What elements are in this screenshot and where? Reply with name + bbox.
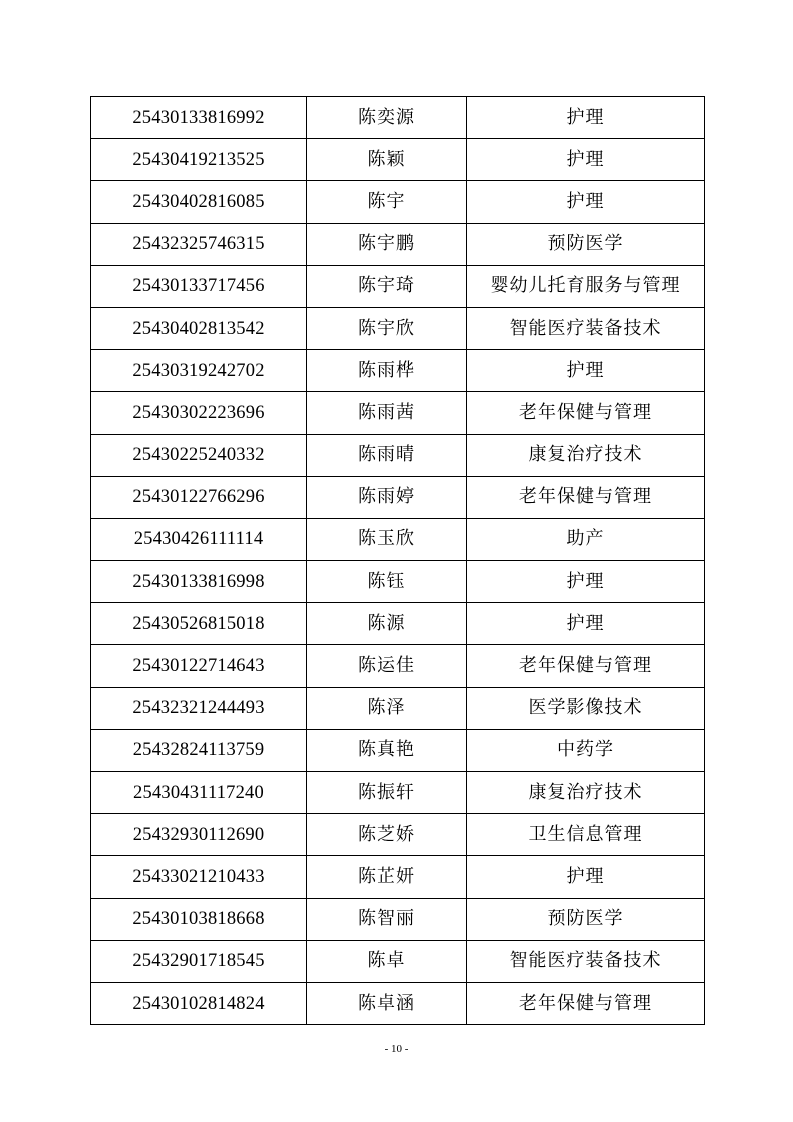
table-row	[91, 814, 705, 856]
roster-table-body	[91, 97, 705, 1025]
exam-number-cell: 25432930112690	[91, 814, 307, 856]
student-name-cell: 陈振轩	[307, 772, 467, 814]
exam-number-cell: 25432824113759	[91, 729, 307, 771]
exam-number-cell: 25430133717456	[91, 265, 307, 307]
major-cell: 预防医学	[467, 223, 705, 265]
student-name-cell: 陈雨婷	[307, 476, 467, 518]
exam-number-cell: 25430225240332	[91, 434, 307, 476]
major-cell: 护理	[467, 139, 705, 181]
student-name-cell: 陈雨晴	[307, 434, 467, 476]
major-cell: 医学影像技术	[467, 687, 705, 729]
major-cell: 助产	[467, 518, 705, 560]
major-cell: 老年保健与管理	[467, 476, 705, 518]
page-number: - 10 -	[384, 1043, 409, 1055]
exam-number-cell: 25430133816998	[91, 561, 307, 603]
table-row	[91, 729, 705, 771]
table-row	[91, 392, 705, 434]
exam-number-cell: 25432325746315	[91, 223, 307, 265]
student-name-cell: 陈颖	[307, 139, 467, 181]
exam-number-cell: 25430122714643	[91, 645, 307, 687]
student-name-cell: 陈玉欣	[307, 518, 467, 560]
exam-number-cell: 25433021210433	[91, 856, 307, 898]
exam-number-cell: 25430103818668	[91, 898, 307, 940]
exam-number-cell: 25430419213525	[91, 139, 307, 181]
student-name-cell: 陈卓	[307, 940, 467, 982]
table-row	[91, 476, 705, 518]
table-row	[91, 97, 705, 139]
student-name-cell: 陈泽	[307, 687, 467, 729]
major-cell: 老年保健与管理	[467, 982, 705, 1024]
exam-number-cell: 25430526815018	[91, 603, 307, 645]
exam-number-cell: 25430102814824	[91, 982, 307, 1024]
exam-number-cell: 25432901718545	[91, 940, 307, 982]
table-row	[91, 645, 705, 687]
major-cell: 婴幼儿托育服务与管理	[467, 265, 705, 307]
table-row	[91, 561, 705, 603]
exam-number-cell: 25430302223696	[91, 392, 307, 434]
student-name-cell: 陈源	[307, 603, 467, 645]
major-cell: 护理	[467, 97, 705, 139]
student-name-cell: 陈宇琦	[307, 265, 467, 307]
major-cell: 老年保健与管理	[467, 392, 705, 434]
major-cell: 护理	[467, 561, 705, 603]
table-row	[91, 603, 705, 645]
table-row	[91, 434, 705, 476]
major-cell: 预防医学	[467, 898, 705, 940]
student-name-cell: 陈芝娇	[307, 814, 467, 856]
table-row	[91, 898, 705, 940]
table-row	[91, 856, 705, 898]
student-name-cell: 陈奕源	[307, 97, 467, 139]
major-cell: 智能医疗装备技术	[467, 940, 705, 982]
student-name-cell: 陈芷妍	[307, 856, 467, 898]
exam-number-cell: 25430122766296	[91, 476, 307, 518]
table-row	[91, 223, 705, 265]
student-name-cell: 陈智丽	[307, 898, 467, 940]
table-row	[91, 265, 705, 307]
student-name-cell: 陈雨桦	[307, 350, 467, 392]
table-row	[91, 518, 705, 560]
major-cell: 护理	[467, 603, 705, 645]
major-cell: 老年保健与管理	[467, 645, 705, 687]
table-row	[91, 350, 705, 392]
exam-number-cell: 25432321244493	[91, 687, 307, 729]
student-name-cell: 陈宇欣	[307, 307, 467, 349]
major-cell: 康复治疗技术	[467, 772, 705, 814]
exam-number-cell: 25430426111114	[91, 518, 307, 560]
table-row	[91, 772, 705, 814]
major-cell: 护理	[467, 856, 705, 898]
student-name-cell: 陈钰	[307, 561, 467, 603]
student-name-cell: 陈卓涵	[307, 982, 467, 1024]
major-cell: 智能医疗装备技术	[467, 307, 705, 349]
student-roster-table	[90, 96, 705, 1025]
major-cell: 卫生信息管理	[467, 814, 705, 856]
major-cell: 中药学	[467, 729, 705, 771]
major-cell: 护理	[467, 181, 705, 223]
table-row	[91, 307, 705, 349]
exam-number-cell: 25430319242702	[91, 350, 307, 392]
student-name-cell: 陈宇	[307, 181, 467, 223]
table-row	[91, 982, 705, 1024]
major-cell: 康复治疗技术	[467, 434, 705, 476]
major-cell: 护理	[467, 350, 705, 392]
exam-number-cell: 25430431117240	[91, 772, 307, 814]
table-row	[91, 940, 705, 982]
exam-number-cell: 25430133816992	[91, 97, 307, 139]
student-name-cell: 陈真艳	[307, 729, 467, 771]
student-name-cell: 陈宇鹏	[307, 223, 467, 265]
table-row	[91, 181, 705, 223]
exam-number-cell: 25430402813542	[91, 307, 307, 349]
exam-number-cell: 25430402816085	[91, 181, 307, 223]
student-name-cell: 陈运佳	[307, 645, 467, 687]
table-row	[91, 687, 705, 729]
table-row	[91, 139, 705, 181]
student-name-cell: 陈雨茜	[307, 392, 467, 434]
